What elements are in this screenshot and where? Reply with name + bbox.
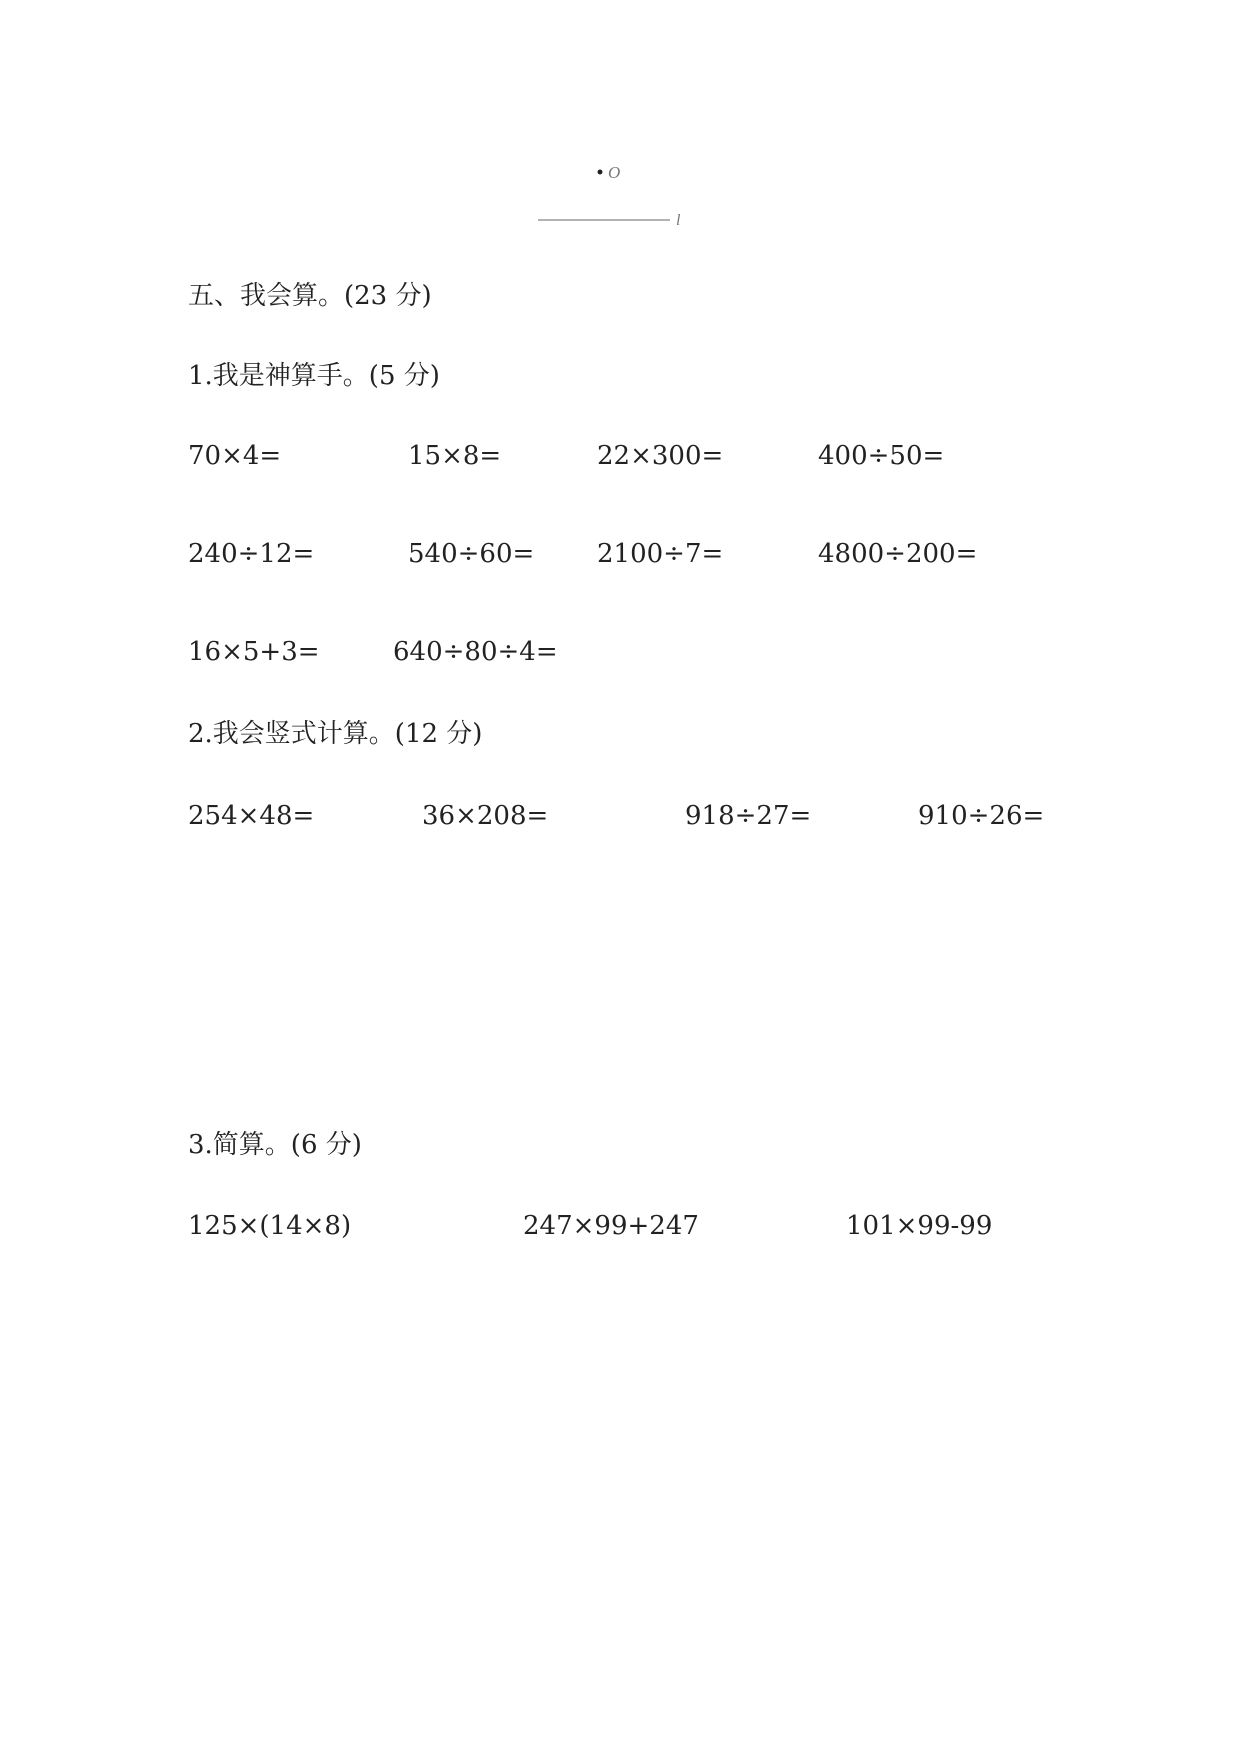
point-o-dot: [598, 170, 603, 175]
vertical-problem-3: 918÷27=: [685, 801, 812, 831]
oral-problem-4: 400÷50=: [818, 441, 945, 471]
part2-title: 2.我会竖式计算。(12 分): [188, 719, 483, 749]
oral-problem-5: 240÷12=: [188, 539, 315, 569]
point-o-label: O: [608, 163, 621, 182]
line-l-label: l: [676, 212, 681, 229]
oral-problem-3: 22×300=: [597, 441, 724, 471]
oral-problem-2: 15×8=: [408, 441, 502, 471]
simplify-problem-2: 247×99+247: [523, 1211, 699, 1241]
vertical-problem-1: 254×48=: [188, 801, 315, 831]
oral-problem-1: 70×4=: [188, 441, 282, 471]
oral-problem-9: 16×5+3=: [188, 637, 320, 667]
oral-problem-10: 640÷80÷4=: [393, 637, 558, 667]
figure-svg: [520, 150, 700, 230]
vertical-problem-4: 910÷26=: [918, 801, 1045, 831]
vertical-problem-2: 36×208=: [422, 801, 549, 831]
section-title: 五、我会算。(23 分): [188, 281, 432, 311]
oral-problem-6: 540÷60=: [408, 539, 535, 569]
oral-problem-7: 2100÷7=: [597, 539, 724, 569]
simplify-problem-1: 125×(14×8): [188, 1211, 352, 1241]
point-line-figure: [520, 150, 700, 230]
part1-title: 1.我是神算手。(5 分): [188, 361, 440, 391]
oral-problem-8: 4800÷200=: [818, 539, 978, 569]
simplify-problem-3: 101×99-99: [846, 1211, 993, 1241]
part3-title: 3.简算。(6 分): [188, 1130, 362, 1160]
